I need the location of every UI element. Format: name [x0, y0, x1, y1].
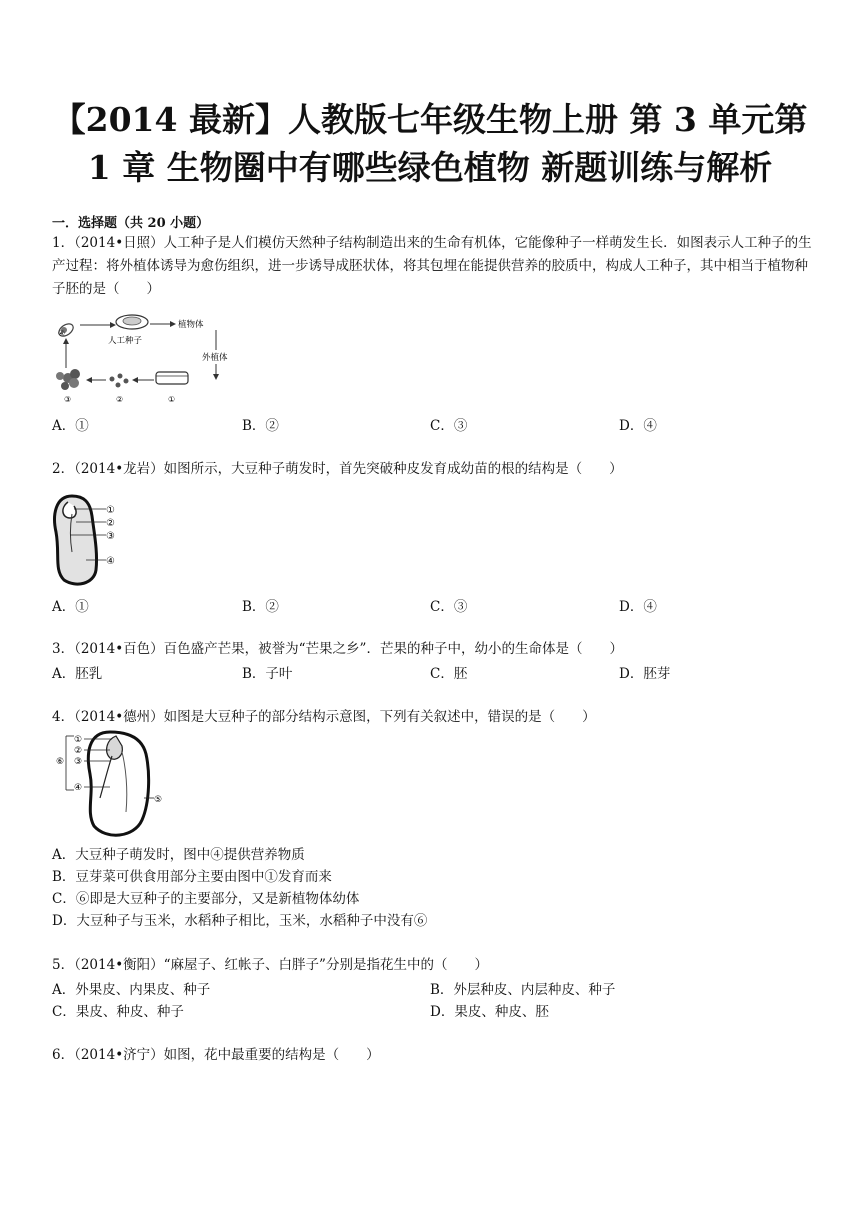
question-2-option-b: B．② — [242, 599, 279, 615]
question-6-stem: 6．（2014•济宁）如图，花中最重要的结构是（ ） — [52, 1047, 380, 1063]
question-3-option-a: A．胚乳 — [52, 666, 103, 682]
fig4-label-5: ⑤ — [154, 795, 163, 805]
title-line-1: 【2014 最新】人教版七年级生物上册 第 3 单元第 — [52, 100, 808, 139]
fig1-label-explant: 外植体 — [202, 353, 228, 363]
question-1-option-a: A．① — [52, 418, 89, 434]
artificial-seed-process-diagram — [52, 308, 242, 408]
question-2-option-d: D．④ — [619, 599, 657, 615]
question-4-option-b: B．豆芽菜可供食用部分主要由图中①发育而来 — [52, 869, 332, 885]
fig1-label-1: ① — [168, 395, 176, 404]
question-2-stem: 2．（2014•龙岩）如图所示，大豆种子萌发时，首先突破种皮发育成幼苗的根的结构是（ ） — [52, 461, 623, 477]
fig1-label-2: ② — [116, 395, 124, 404]
fig2-label-4: ④ — [106, 556, 115, 567]
fig4-label-3: ③ — [74, 757, 83, 767]
fig4-label-4: ④ — [74, 783, 83, 793]
question-5-option-b: B．外层种皮、内层种皮、种子 — [430, 982, 616, 998]
soybean-seed-diagram — [46, 492, 126, 588]
fig1-label-plant: 植物体 — [178, 320, 204, 330]
question-2-option-a: A．① — [52, 599, 89, 615]
question-3-option-c: C．胚 — [430, 666, 468, 682]
question-5-option-c: C．果皮、种皮、种子 — [52, 1004, 184, 1020]
question-3-stem: 3．（2014•百色）百色盛产芒果，被誉为“芒果之乡”．芒果的种子中，幼小的生命体是（ ） — [52, 641, 623, 657]
document-title — [40, 96, 820, 192]
fig2-label-2: ② — [106, 518, 115, 529]
fig1-label-artificial-seed: 人工种子 — [108, 336, 143, 346]
question-3-option-b: B．子叶 — [242, 666, 293, 682]
question-4-option-a: A．大豆种子萌发时，图中④提供营养物质 — [52, 847, 305, 863]
fig2-label-3: ③ — [106, 531, 115, 542]
fig4-label-1: ① — [74, 735, 83, 745]
question-1-option-b: B．② — [242, 418, 279, 434]
question-2-option-c: C．③ — [430, 599, 468, 615]
question-1-stem: 1．（2014•日照）人工种子是人们模仿天然种子结构制造出来的生命有机体，它能像种子一样萌发生长．如图表示人工种子的生产过程：将外植体诱导为愈伤组织，进一步诱导成胚状体，将其包埋在能提供营养的胶质中，构成人工种子，其中相当于植物种子胚的是（ ） — [52, 235, 812, 297]
fig4-label-6: ⑥ — [56, 757, 65, 767]
fig2-label-1: ① — [106, 505, 115, 516]
soybean-seed-structure-diagram — [52, 728, 168, 840]
question-5-option-a: A．外果皮、内果皮、种子 — [52, 982, 211, 998]
fig1-label-4: ④ — [58, 329, 66, 338]
question-1-option-d: D．④ — [619, 418, 657, 434]
question-1-figure — [52, 308, 242, 412]
question-4-stem: 4．（2014•德州）如图是大豆种子的部分结构示意图，下列有关叙述中，错误的是（ ） — [52, 709, 596, 725]
fig1-label-3: ③ — [64, 395, 72, 404]
question-4-figure — [52, 728, 168, 844]
question-4-option-d: D．大豆种子与玉米，水稻种子相比，玉米，水稻种子中没有⑥ — [52, 913, 428, 929]
section-heading: 一．选择题（共 20 小题） — [52, 216, 210, 231]
title-line-2: 1 章 生物圈中有哪些绿色植物 新题训练与解析 — [87, 148, 773, 187]
question-5-option-d: D．果皮、种皮、胚 — [430, 1004, 549, 1020]
question-2-figure — [46, 492, 126, 592]
question-4-option-c: C．⑥即是大豆种子的主要部分，又是新植物体幼体 — [52, 891, 360, 907]
fig4-label-2: ② — [74, 746, 83, 756]
question-5-stem: 5．（2014•衡阳）“麻屋子、红帐子、白胖子”分别是指花生中的（ ） — [52, 957, 488, 973]
question-3-option-d: D．胚芽 — [619, 666, 671, 682]
question-1-option-c: C．③ — [430, 418, 468, 434]
